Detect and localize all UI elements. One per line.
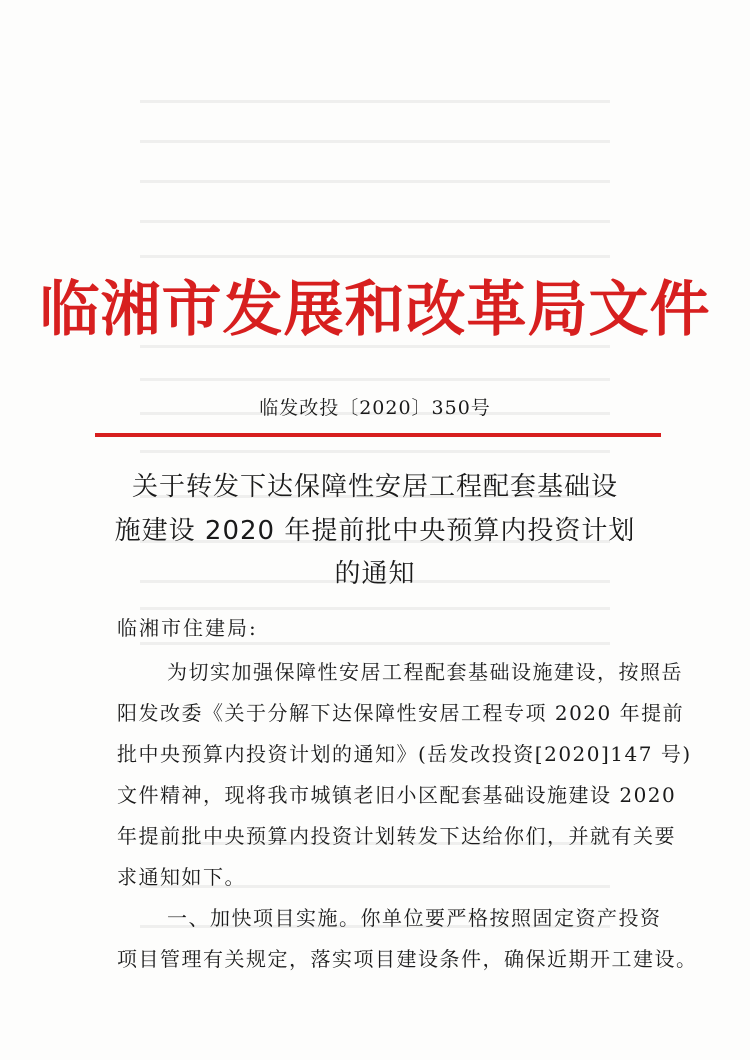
body-text-line: 年提前批中央预算内投资计划转发下达给你们，并就有关要: [117, 824, 676, 848]
body-text-line: 阳发改委《关于分解下达保障性安居工程专项 2020 年提前: [117, 701, 685, 725]
body-text-line: 项目管理有关规定，落实项目建设条件，确保近期开工建设。: [117, 947, 698, 971]
issuing-authority-header: 临湘市发展和改革局文件: [39, 275, 711, 345]
addressee: 临湘市住建局:: [117, 616, 258, 640]
body-text-line: 一、加快项目实施。你单位要严格按照固定资产投资: [167, 906, 662, 930]
body-text-line: 求通知如下。: [117, 865, 246, 889]
notice-title-line-3: 的通知: [334, 559, 416, 589]
body-text-line: 批中央预算内投资计划的通知》(岳发改投资[2020]147 号): [117, 742, 692, 766]
body-text-line: 为切实加强保障性安居工程配套基础设施建设，按照岳: [167, 660, 683, 684]
notice-title-line-1: 关于转发下达保障性安居工程配套基础设: [131, 472, 618, 502]
document-number: 临发改投〔2020〕350号: [259, 397, 491, 419]
notice-title-line-2: 施建设 2020 年提前批中央预算内投资计划: [114, 516, 636, 546]
red-separator-line: [95, 433, 661, 437]
body-text-line: 文件精神，现将我市城镇老旧小区配套基础设施建设 2020: [117, 783, 677, 807]
